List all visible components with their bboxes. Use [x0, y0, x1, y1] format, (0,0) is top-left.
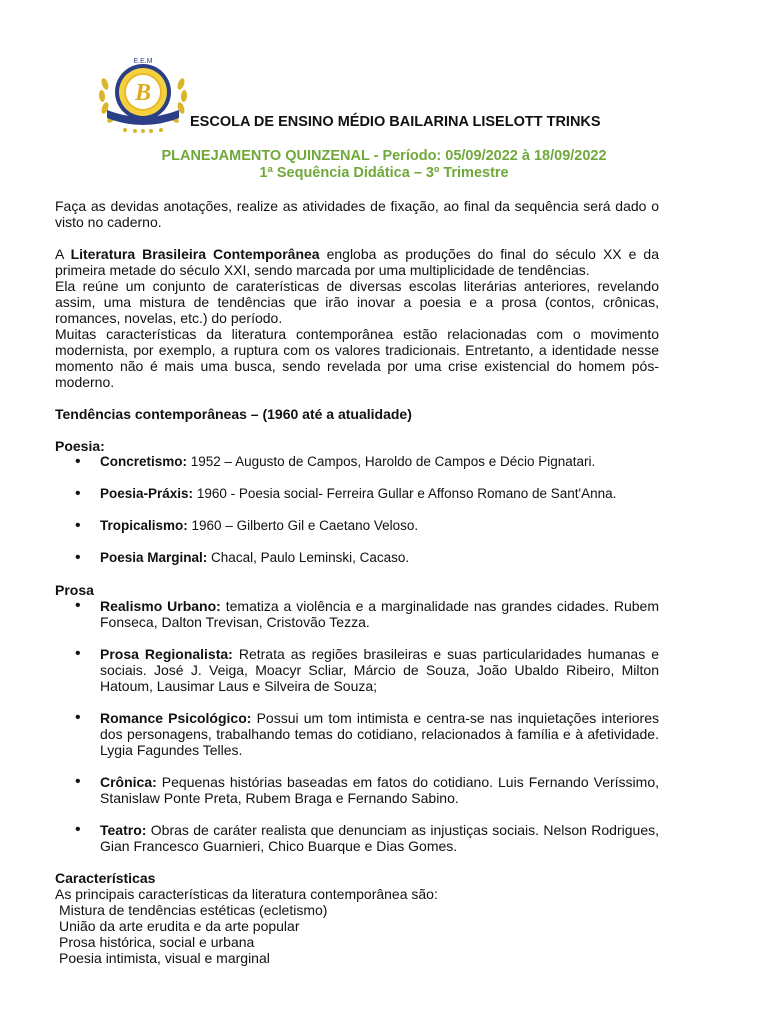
bullet-icon: • [75, 453, 81, 470]
bullet-icon: • [75, 773, 81, 790]
poesia-list [55, 454, 659, 566]
bullet-icon: • [75, 549, 81, 566]
poesia-heading: Poesia: [55, 438, 105, 454]
list-item: • Tropicalismo: 1960 – Gilberto Gil e Caetano Veloso. [75, 517, 419, 534]
list-item: • Teatro: Obras de caráter realista que denunciam as injustiças sociais. Nelson Rodrigues, Gian Francesco Guarnieri, Chico Buarque e Dias Gomes. [75, 821, 659, 854]
list-item: Poesia intimista, visual e marginal [59, 950, 270, 966]
bullet-icon: • [75, 517, 81, 534]
bullet-icon: • [75, 821, 81, 838]
school-name: ESCOLA DE ENSINO MÉDIO BAILARINA LISELOTT TRINKS [190, 114, 601, 130]
list-item: • Romance Psicológico: Possui um tom intimista e centra-se nas inquietações interiores dos personagens, trabalhando temas do cotidiano, relacionados à família e à afetividade. Lygia Fagundes Telles. [75, 709, 659, 758]
list-item: • Poesia-Práxis: 1960 - Poesia social- Ferreira Gullar e Affonso Romano de Sant'Anna. [75, 485, 617, 502]
list-item: União da arte erudita e da arte popular [59, 918, 300, 934]
list-item: • Poesia Marginal: Chacal, Paulo Leminski, Cacaso. [75, 549, 410, 566]
prosa-heading: Prosa [55, 582, 94, 598]
school-logo [97, 54, 189, 134]
plan-title: PLANEJAMENTO QUINZENAL - Período: 05/09/2022 à 18/09/2022 [161, 148, 607, 164]
list-item: • Concretismo: 1952 – Augusto de Campos, Haroldo de Campos e Décio Pignatari. [75, 453, 596, 470]
plan-subtitle: 1ª Sequência Didática – 3º Trimestre [259, 165, 509, 181]
bullet-icon: • [75, 597, 81, 614]
paragraph-modernism: Muitas características da literatura contemporânea estão relacionadas com o movimento modernista, por exemplo, a ruptura com os valores tradicionais. Entretanto, a identidade nesse momento não é mais uma busca, sendo revelada por uma crise existencial do homem pós-moderno. [55, 326, 659, 390]
term-literatura: Literatura Brasileira Contemporânea [70, 246, 320, 262]
list-item: • Prosa Regionalista: Retrata as regiões brasileiras e suas particularidades humanas e sociais. José J. Veiga, Moacyr Scliar, Márcio de Souza, João Ubaldo Ribeiro, Milton Hatoum, Lausimar Laus e Silveira de Souza; [75, 645, 660, 694]
tendencias-heading: Tendências contemporâneas – (1960 até a atualidade) [55, 406, 412, 422]
caracteristicas-intro: As principais características da literatura contemporânea são: [55, 886, 438, 902]
svg-text:E.E.M: E.E.M [133, 58, 153, 65]
caracteristicas-heading: Características [55, 870, 156, 886]
bullet-icon: • [75, 645, 81, 662]
paragraph-characteristics: Ela reúne um conjunto de caraterísticas de diversas escolas literárias anteriores, revelando assim, uma mistura de tendências que irão inovar a poesia e a prosa (contos, crônicas, romances, novelas, etc.) do período. [55, 278, 659, 326]
paragraph-definition: A Literatura Brasileira Contemporânea engloba as produções do final do século XX e da primeira metade do século XXI, sendo marcada por uma multiplicidade de tendências. [55, 246, 659, 278]
prosa-list [55, 598, 659, 854]
intro-paragraph: Faça as devidas anotações, realize as atividades de fixação, ao final da sequência será dado o visto no caderno. [55, 198, 659, 230]
bullet-icon: • [75, 709, 81, 726]
list-item: • Crônica: Pequenas histórias baseadas em fatos do cotidiano. Luis Fernando Veríssimo, Stanislaw Ponte Preta, Rubem Braga e Fernando Sabino. [75, 773, 659, 806]
document-body [55, 198, 659, 966]
svg-text:B: B [134, 80, 152, 106]
list-item: Prosa histórica, social e urbana [59, 934, 255, 950]
bullet-icon: • [75, 485, 81, 502]
list-item: Mistura de tendências estéticas (ecletismo) [59, 902, 328, 918]
list-item: • Realismo Urbano: tematiza a violência e a marginalidade nas grandes cidades. Rubem Fonseca, Dalton Trevisan, Cristovão Tezza. [75, 597, 659, 630]
